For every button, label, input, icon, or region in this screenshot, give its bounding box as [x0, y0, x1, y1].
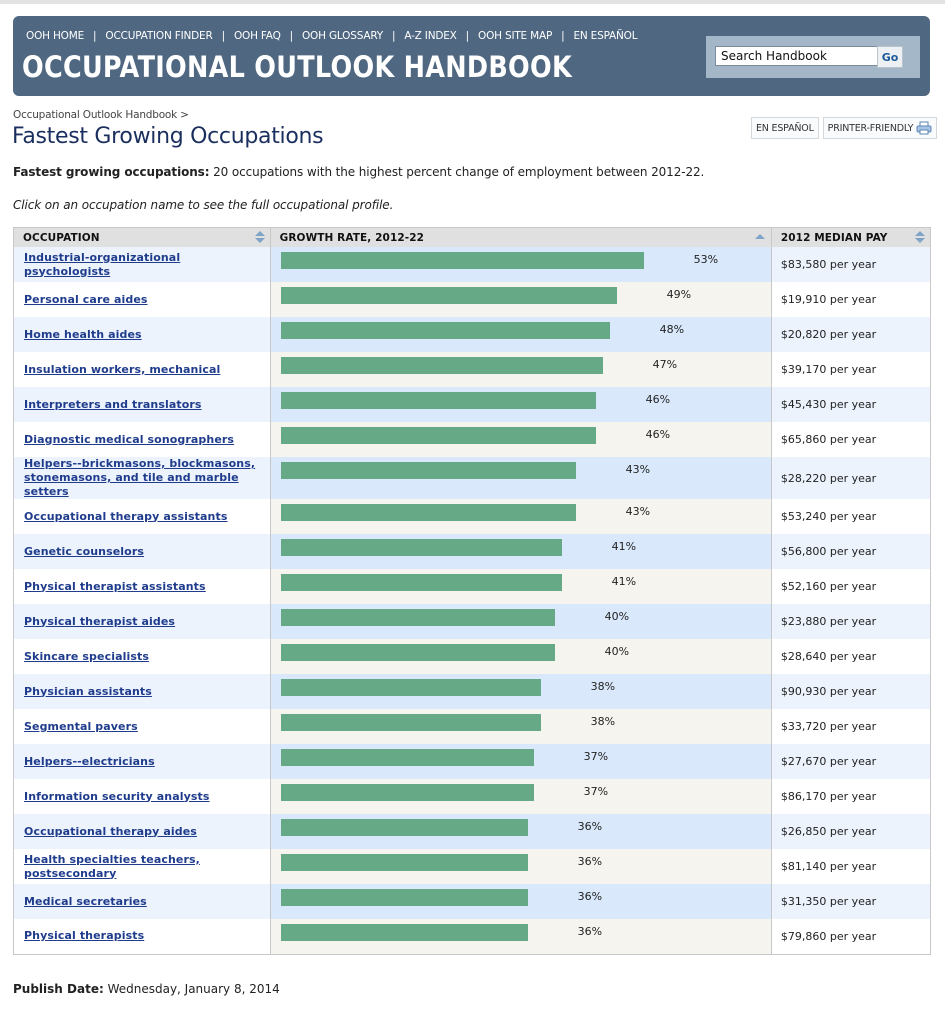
search-go-button[interactable]: Go — [877, 46, 903, 68]
occupation-name-line: Diagnostic medical sonographers — [24, 432, 235, 446]
espanol-label: EN ESPAÑOL — [756, 122, 814, 134]
hint-text: Click on an occupation name to see the full occupational profile. — [13, 198, 394, 212]
growth-bar — [281, 644, 555, 661]
occupation-link[interactable] — [24, 328, 142, 342]
growth-rate-label: 49% — [666, 288, 692, 301]
sort-icon[interactable] — [255, 231, 264, 244]
nav-link-occupation-finder[interactable]: OCCUPATION FINDER — [105, 30, 213, 42]
nav-separator: | — [221, 30, 225, 42]
growth-bar — [281, 462, 576, 479]
header-occupation[interactable] — [14, 228, 271, 248]
median-pay-cell: $56,800 per year — [771, 534, 930, 569]
table-row — [14, 247, 931, 282]
median-pay-cell: $52,160 per year — [771, 569, 930, 604]
nav-link-en-espa-ol[interactable]: EN ESPAÑOL — [573, 30, 638, 42]
growth-bar — [281, 784, 534, 801]
printer-friendly-label: PRINTER-FRIENDLY — [827, 122, 914, 134]
table-row — [14, 422, 931, 457]
growth-bar — [281, 287, 617, 304]
espanol-button[interactable] — [751, 117, 819, 139]
table-row — [14, 317, 931, 352]
growth-bar — [281, 427, 596, 444]
growth-rate-label: 40% — [604, 645, 630, 658]
median-pay-cell: $81,140 per year — [771, 849, 930, 884]
nav-link-ooh-glossary[interactable]: OOH GLOSSARY — [301, 30, 383, 42]
table-row — [14, 457, 931, 499]
occupation-name-line: Personal care aides — [24, 292, 148, 306]
occupation-link[interactable] — [24, 720, 138, 734]
table-row — [14, 674, 931, 709]
growth-rate-cell — [270, 639, 771, 674]
occupation-link[interactable] — [24, 685, 152, 699]
page-tools — [751, 117, 937, 139]
header-median-pay[interactable] — [771, 228, 930, 248]
occupation-link[interactable] — [24, 398, 202, 412]
growth-rate-cell — [270, 569, 771, 604]
growth-rate-label: 38% — [590, 715, 616, 728]
occupation-link[interactable] — [24, 433, 234, 447]
growth-rate-label: 48% — [659, 323, 685, 336]
occupation-link[interactable] — [24, 457, 270, 499]
median-pay-cell: $31,350 per year — [771, 884, 930, 919]
occupation-cell — [14, 919, 271, 954]
breadcrumb-link-ooh[interactable]: Occupational Outlook Handbook — [13, 109, 178, 121]
occupation-name-line: Helpers--electricians — [24, 754, 155, 768]
table-body — [14, 247, 931, 954]
occupation-cell — [14, 499, 271, 534]
growth-rate-label: 40% — [604, 610, 630, 623]
growth-bar — [281, 749, 534, 766]
occupation-name-line: Home health aides — [24, 327, 142, 341]
growth-rate-cell — [270, 849, 771, 884]
table-row — [14, 352, 931, 387]
median-pay-cell: $28,220 per year — [771, 457, 930, 499]
growth-rate-cell — [270, 387, 771, 422]
growth-rate-cell — [270, 247, 771, 282]
table-row — [14, 814, 931, 849]
occupation-name-line: Industrial-organizational psychologists — [24, 250, 181, 278]
header-pay-label: 2012 MEDIAN PAY — [780, 231, 888, 244]
occupation-name-line: Occupational therapy aides — [24, 824, 197, 838]
header-occupation-label: OCCUPATION — [23, 231, 100, 244]
growth-bar — [281, 322, 610, 339]
growth-rate-label: 36% — [577, 820, 603, 833]
growth-rate-cell — [270, 709, 771, 744]
growth-bar — [281, 252, 644, 269]
occupation-link[interactable] — [24, 580, 206, 594]
nav-link-a-z-index[interactable]: A-Z INDEX — [404, 30, 457, 42]
growth-rate-label: 37% — [583, 785, 609, 798]
occupation-link[interactable] — [24, 615, 175, 629]
occupation-link[interactable] — [24, 363, 220, 377]
table-row — [14, 569, 931, 604]
median-pay-cell: $45,430 per year — [771, 387, 930, 422]
occupation-cell — [14, 387, 271, 422]
intro-text — [13, 165, 704, 179]
growth-rate-label: 47% — [652, 358, 678, 371]
median-pay-cell: $26,850 per year — [771, 814, 930, 849]
occupation-name-line: Interpreters and translators — [24, 397, 202, 411]
occupations-table — [13, 227, 931, 955]
occupation-cell — [14, 814, 271, 849]
table-row — [14, 919, 931, 954]
median-pay-cell: $23,880 per year — [771, 604, 930, 639]
occupation-name-line: Physical therapists — [24, 929, 145, 943]
occupation-name-line: Occupational therapy assistants — [24, 509, 228, 523]
occupation-link[interactable] — [24, 293, 148, 307]
median-pay-cell: $79,860 per year — [771, 919, 930, 954]
printer-icon — [916, 121, 932, 135]
median-pay-cell: $65,860 per year — [771, 422, 930, 457]
occupation-cell — [14, 884, 271, 919]
growth-rate-cell — [270, 457, 771, 499]
header-growth-label: GROWTH RATE, 2012-22 — [279, 231, 425, 244]
occupation-cell — [14, 534, 271, 569]
occupation-cell — [14, 709, 271, 744]
growth-rate-label: 36% — [577, 855, 603, 868]
growth-rate-label: 46% — [645, 393, 671, 406]
table-row — [14, 779, 931, 814]
occupation-link[interactable] — [24, 790, 210, 804]
occupation-link[interactable] — [24, 251, 270, 279]
occupation-link[interactable] — [24, 825, 197, 839]
occupation-name-line: Insulation workers, mechanical — [24, 362, 221, 376]
growth-rate-cell — [270, 282, 771, 317]
growth-bar — [281, 357, 603, 374]
median-pay-cell: $28,640 per year — [771, 639, 930, 674]
growth-bar — [281, 392, 596, 409]
occupation-link[interactable] — [24, 650, 149, 664]
median-pay-cell: $19,910 per year — [771, 282, 930, 317]
occupation-cell — [14, 282, 271, 317]
occupation-link[interactable] — [24, 929, 144, 943]
growth-rate-label: 36% — [577, 925, 603, 938]
occupation-cell — [14, 849, 271, 884]
nav-separator: | — [391, 30, 396, 42]
sort-ascending-icon[interactable] — [755, 234, 765, 239]
table-header-row — [14, 228, 931, 248]
growth-rate-label: 46% — [645, 428, 671, 441]
table-row — [14, 282, 931, 317]
publish-label: Publish Date: — [13, 982, 104, 996]
occupation-name-line: Segmental pavers — [24, 719, 138, 733]
header-growth-rate[interactable] — [270, 228, 771, 248]
occupation-name-line: Helpers--brickmasons, blockmasons, — [24, 457, 256, 470]
table-row — [14, 884, 931, 919]
occupation-cell — [14, 639, 271, 674]
occupation-cell — [14, 744, 271, 779]
growth-bar — [281, 714, 541, 731]
nav-separator: | — [561, 30, 565, 42]
intro-bold: Fastest growing occupations: — [13, 165, 210, 179]
growth-rate-label: 38% — [590, 680, 616, 693]
growth-rate-cell — [270, 674, 771, 709]
median-pay-cell: $86,170 per year — [771, 779, 930, 814]
nav-separator: | — [289, 30, 293, 42]
occupation-cell — [14, 604, 271, 639]
median-pay-cell: $53,240 per year — [771, 499, 930, 534]
growth-rate-cell — [270, 884, 771, 919]
publish-value: Wednesday, January 8, 2014 — [103, 982, 280, 996]
occupation-link[interactable] — [24, 510, 228, 524]
occupation-cell — [14, 674, 271, 709]
occupation-name-line: stonemasons, and tile and marble setters — [24, 471, 239, 498]
header-banner — [13, 16, 930, 96]
publish-date — [13, 982, 280, 996]
nav-link-ooh-faq[interactable]: OOH FAQ — [233, 30, 281, 42]
growth-rate-cell — [270, 919, 771, 954]
search-input[interactable] — [715, 46, 881, 66]
occupation-cell — [14, 779, 271, 814]
growth-rate-cell — [270, 499, 771, 534]
growth-rate-label: 43% — [625, 463, 651, 476]
median-pay-cell: $83,580 per year — [771, 247, 930, 282]
growth-bar — [281, 924, 528, 941]
occupation-link[interactable] — [24, 545, 144, 559]
growth-bar — [281, 819, 528, 836]
growth-bar — [281, 854, 528, 871]
occupation-cell — [14, 457, 271, 499]
growth-bar — [281, 574, 562, 591]
table-row — [14, 534, 931, 569]
table-row — [14, 604, 931, 639]
growth-rate-cell — [270, 422, 771, 457]
median-pay-cell: $27,670 per year — [771, 744, 930, 779]
occupation-name-line: Health specialties teachers, postsecondary — [24, 852, 200, 880]
growth-rate-label: 53% — [693, 253, 719, 266]
median-pay-cell: $90,930 per year — [771, 674, 930, 709]
table-row — [14, 744, 931, 779]
occupation-cell — [14, 247, 271, 282]
growth-bar — [281, 504, 576, 521]
search-box — [706, 36, 920, 78]
table-row — [14, 639, 931, 674]
breadcrumb-separator: > — [180, 109, 189, 121]
occupation-name-line: Skincare specialists — [24, 649, 149, 663]
growth-rate-cell — [270, 744, 771, 779]
table-row — [14, 849, 931, 884]
growth-rate-cell — [270, 779, 771, 814]
nav-link-ooh-site-map[interactable]: OOH SITE MAP — [478, 30, 553, 42]
median-pay-cell: $20,820 per year — [771, 317, 930, 352]
sort-icon[interactable] — [915, 231, 924, 244]
growth-rate-cell — [270, 604, 771, 639]
occupation-link[interactable] — [24, 755, 155, 769]
growth-rate-label: 36% — [577, 890, 603, 903]
growth-rate-label: 41% — [611, 540, 637, 553]
growth-rate-label: 41% — [611, 575, 637, 588]
growth-rate-cell — [270, 352, 771, 387]
occupation-link[interactable] — [24, 895, 147, 909]
growth-rate-cell — [270, 317, 771, 352]
occupation-name-line: Physical therapist aides — [24, 614, 176, 628]
occupation-name-line: Physical therapist assistants — [24, 579, 206, 593]
intro-body: 20 occupations with the highest percent change of employment between 2012-22. — [209, 165, 705, 179]
occupation-name-line: Physician assistants — [24, 684, 152, 698]
growth-rate-cell — [270, 534, 771, 569]
printer-friendly-button[interactable] — [823, 117, 938, 139]
growth-bar — [281, 609, 555, 626]
growth-rate-label: 43% — [625, 505, 651, 518]
occupation-cell — [14, 317, 271, 352]
growth-rate-label: 37% — [583, 750, 609, 763]
top-nav — [26, 30, 637, 42]
median-pay-cell: $33,720 per year — [771, 709, 930, 744]
occupation-name-line: Medical secretaries — [24, 894, 147, 908]
occupation-name-line: Genetic counselors — [24, 544, 145, 558]
growth-bar — [281, 889, 528, 906]
occupation-cell — [14, 422, 271, 457]
page-title: Fastest Growing Occupations — [12, 124, 324, 149]
growth-bar — [281, 539, 562, 556]
occupation-cell — [14, 569, 271, 604]
table-row — [14, 499, 931, 534]
nav-separator: | — [465, 30, 470, 42]
top-strip — [0, 0, 945, 4]
table-row — [14, 709, 931, 744]
breadcrumb — [13, 109, 189, 121]
nav-link-ooh-home[interactable]: OOH HOME — [26, 30, 85, 42]
nav-separator: | — [93, 30, 97, 42]
occupation-cell — [14, 352, 271, 387]
growth-rate-cell — [270, 814, 771, 849]
median-pay-cell: $39,170 per year — [771, 352, 930, 387]
site-brand[interactable]: OCCUPATIONAL OUTLOOK HANDBOOK — [22, 50, 573, 84]
growth-bar — [281, 679, 541, 696]
occupation-name-line: Information security analysts — [24, 789, 210, 803]
occupation-link[interactable] — [24, 853, 270, 881]
table-row — [14, 387, 931, 422]
